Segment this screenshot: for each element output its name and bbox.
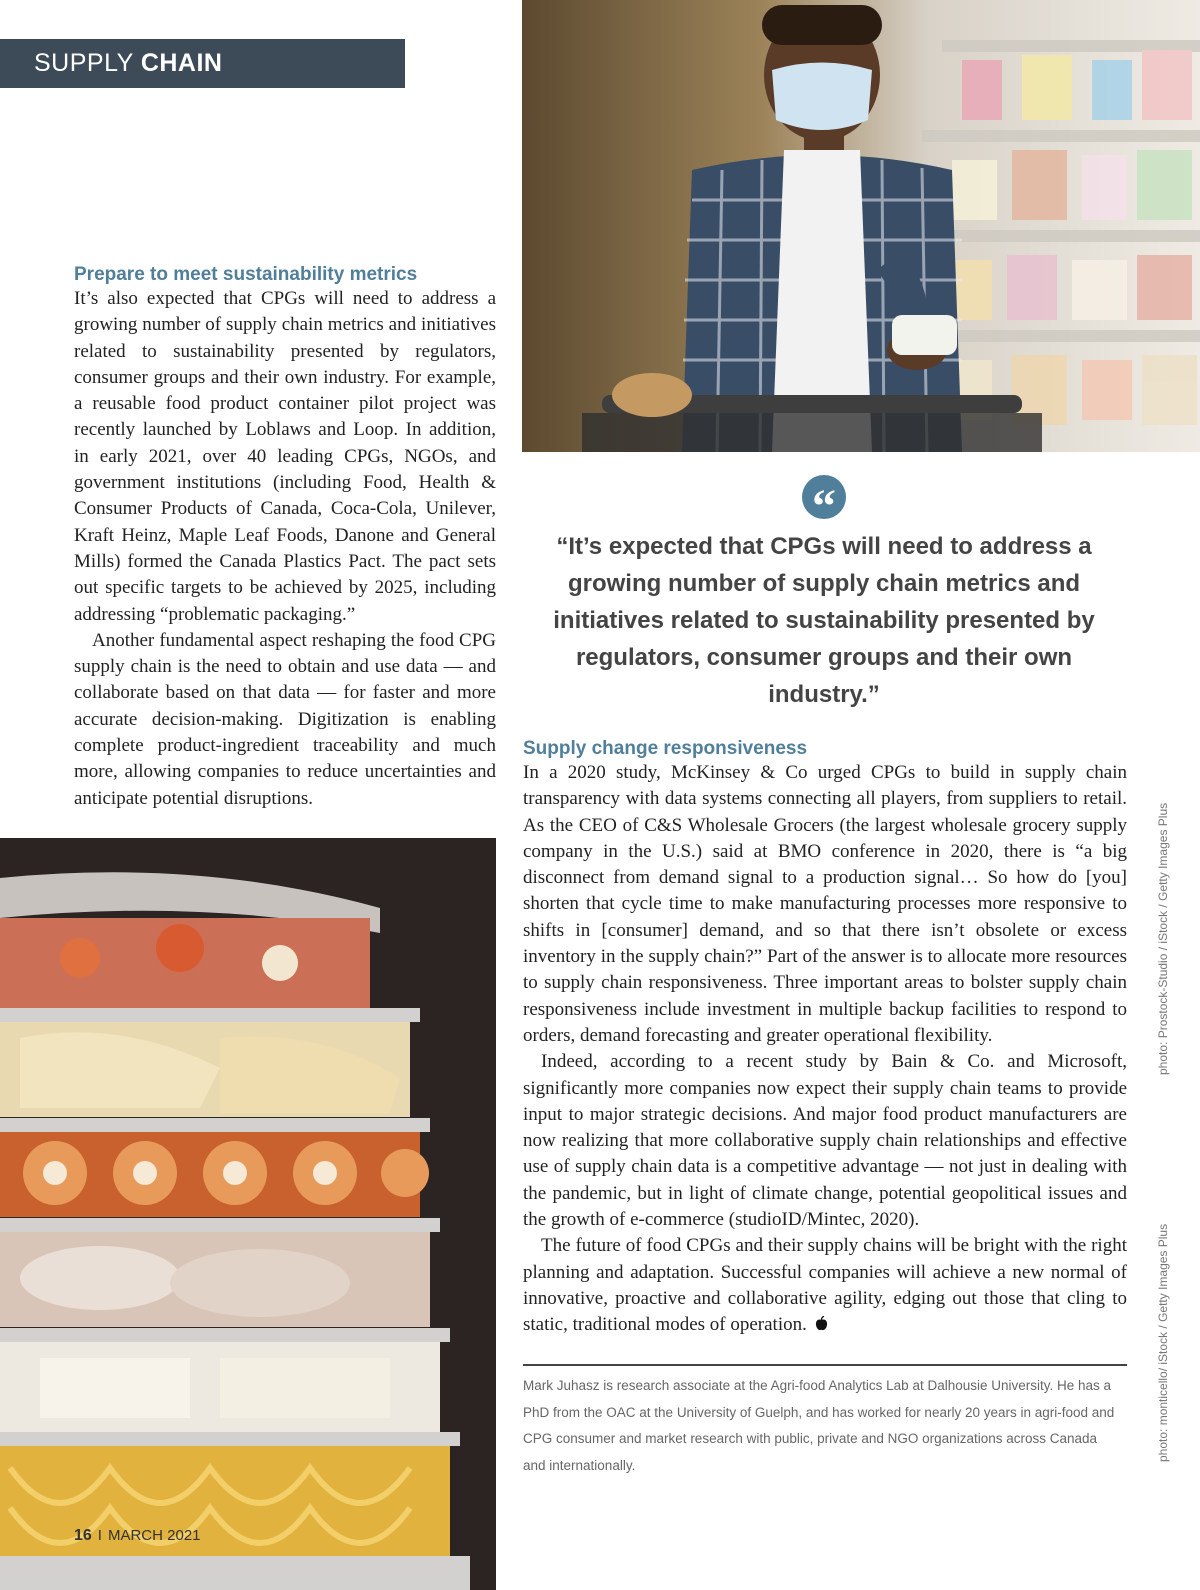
bio-divider <box>523 1364 1127 1366</box>
right-paragraph: Indeed, according to a recent study by Bain & Co. and Microsoft, significantly more companies now expect their supply chain teams to provide input to major strategic decisions. And major food product manufacturers are now realizing that more collaborative supply chain relationships and effective use of supply chain data is a competitive advantage — not just in dealing with the pandemic, but in light of climate change, potential geopolitical issues and the growth of e-commerce (studioID/Mintec, 2020). <box>523 1051 1127 1231</box>
left-body <box>74 286 496 812</box>
left-paragraph: Another fundamental aspect reshaping the food CPG supply chain is the need to obtain and use data — and collaborate based on that data — for faster and more accurate decision-making. Digitization is enabling complete product-ingredient traceability and much more, allowing companies to reduce uncertainties and anticipate potential disruptions. <box>74 629 496 809</box>
left-column <box>74 264 496 812</box>
shopper-illustration <box>522 0 1200 452</box>
pull-quote: “It’s expected that CPGs will need to address a growing number of supply chain metrics and initiatives related to sustainability presented by regulators, consumer groups and their own industry.” <box>553 533 1095 708</box>
right-subheading: Supply change responsiveness <box>523 738 808 759</box>
section-label-bold: CHAIN <box>140 49 223 77</box>
quote-icon: “ <box>802 475 846 519</box>
left-paragraph: It’s also expected that CPGs will need to address a growing number of supply chain metrics and initiatives related to sustainability presented by regulators, consumer groups and their own industry. For example, a reusable food product container pilot project was recently launched by Loblaws and Loop. In addition, in early 2021, over 40 leading CPGs, NGOs, and government institutions (including Food, Health & Consumer Products of Canada, Coca-Cola, Unilever, Kraft Heinz, Maple Leaf Foods, Danone and General Mills) formed the Canada Plastics Pact. The pact sets out specific targets to be achieved by 2025, including addressing “problematic packaging.” <box>74 288 496 625</box>
right-column <box>523 738 1127 1339</box>
left-subheading: Prepare to meet sustainability metrics <box>74 264 418 285</box>
right-paragraph-text: The future of food CPGs and their supply chains will be bright with the right planning and adaptation. Successful companies will achieve a new normal of innovative, proactive and collaborative agility, edging out those that cling to static, traditional modes of operation. <box>523 1235 1127 1336</box>
folio-separator: I <box>97 1527 102 1544</box>
containers-illustration <box>0 838 496 1590</box>
right-paragraph: In a 2020 study, McKinsey & Co urged CPGs to build in supply chain transparency with data systems connecting all players, from suppliers to retail. As the CEO of C&S Wholesale Grocers (the largest wholesale grocery supply company in the U.S.) said at BMO conference in 2020, there is “a big disconnect from demand signal to a production signal… So how do [you] shorten that cycle time to make manufacturing processes more responsive to shifts in [consumer] demand, and so that there isn’t obsolete or excess inventory in the supply chain?” Part of the answer is to allocate more resources to supply chain responsiveness. Three important areas to bolster supply chain responsiveness include investment in multiple backup facilities to respond to orders, demand forecasting and greater operational flexibility. <box>523 762 1127 1046</box>
photo-credit-top: photo: Prostock-Studio / iStock / Getty Images Plus <box>1156 802 1170 1075</box>
section-label-light: SUPPLY <box>34 49 134 77</box>
photo-shopper <box>522 0 1200 452</box>
author-bio: Mark Juhasz is research associate at the Agri-food Analytics Lab at Dalhousie University. He has a PhD from the OAC at the University of Guelph, and has worked for nearly 20 years in agri-food and CPG consumer and market research with public, private and NGO organizations across Canada and internationally. <box>523 1378 1115 1473</box>
page-folio <box>74 1527 201 1545</box>
right-paragraph-last <box>523 1233 1127 1338</box>
issue-date: MARCH 2021 <box>107 1527 201 1544</box>
photo-food-containers <box>0 838 496 1590</box>
photo-credit-bottom: photo: monticello/ iStock / Getty Images Plus <box>1156 1223 1170 1462</box>
apple-end-icon <box>815 1316 828 1331</box>
right-body <box>523 760 1127 1339</box>
section-tab <box>0 39 405 88</box>
page-number: 16 <box>74 1527 92 1544</box>
